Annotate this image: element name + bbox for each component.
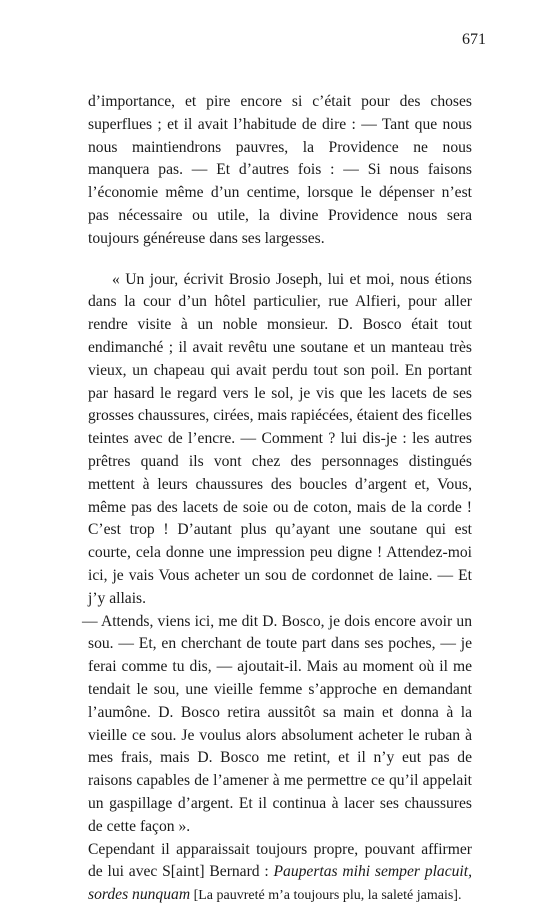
- page-body: [82, 91, 472, 908]
- paragraph-anecdote-shoelaces: « Un jour, écrivit Brosio Joseph, lui et moi, nous étions dans la cour d’un hôtel particulier, rue Alfieri, pour aller rendre visite à un noble monsieur. D. Bosco était tout endimanché ; il avait revêtu une soutane et un manteau très vieux, un chapeau qui avait perdu tout son poil. En portant par hasard le regard vers le sol, je vis que les lacets de ses grosses chaussures, cirées, mais rapiécées, étaient des ficelles teintes avec de l’encre. — Comment ? lui dis-je : les autres prêtres quand ils vont chez des personnages distingués mettent à leurs chaussures des boucles d’argent et, Vous, même pas des lacets de soie ou de coton, mais de la corde ! C’est trop ! D’autant plus qu’ayant une soutane qui est courte, cela donne une impression peu digne ! Attendez-moi ici, je vais Vous acheter un sou de cordonnet de laine. — Et j’y allais.: [88, 270, 472, 607]
- paragraph-saint-bernard: [88, 839, 472, 908]
- quote-translation: [La pauvreté m’a toujours plu, la saleté jamais].: [190, 888, 462, 904]
- paragraph-anecdote-sou: — Attends, viens ici, me dit D. Bosco, je dois encore avoir un sou. — Et, en cherchant de toute part dans ses poches, — je ferai comme tu dis, — ajoutait-il. Mais au moment où il me tendait le sou, une vieille femme s’approche en demandant l’aumône. D. Bosco retira aussitôt sa main et donna à la vieille ce sou. Je voulus alors absolument acheter le ruban à mes frais, mais D. Bosco me retint, et il n’y eut pas de raisons capables de l’amener à me permettre ce qu’il appelait un gaspillage d’argent. Et il continua à lacer ses chaussures de cette façon ».: [82, 612, 472, 835]
- paragraph-spacer: [88, 251, 472, 269]
- saint-bernard-intro: Cependant il apparaissait toujours propre, pouvant affirmer de lui avec S[aint] Bernard :: [88, 840, 472, 881]
- paragraph-economy: d’importance, et pire encore si c’était pour des choses superflues ; et il avait l’habitude de dire : — Tant que nous nous maintiendrons pauvres, la Providence ne nous manquera pas. — Et d’autres fois : — Si nous faisons l’économie même d’un centime, lorsque le dépenser n’est pas nécessaire ou utile, la divine Providence nous sera toujours généreuse dans ses largesses.: [88, 93, 472, 247]
- page-number: 671: [462, 31, 486, 48]
- latin-quote: Paupertas mihi semper placuit, sordes nunquam: [88, 863, 472, 904]
